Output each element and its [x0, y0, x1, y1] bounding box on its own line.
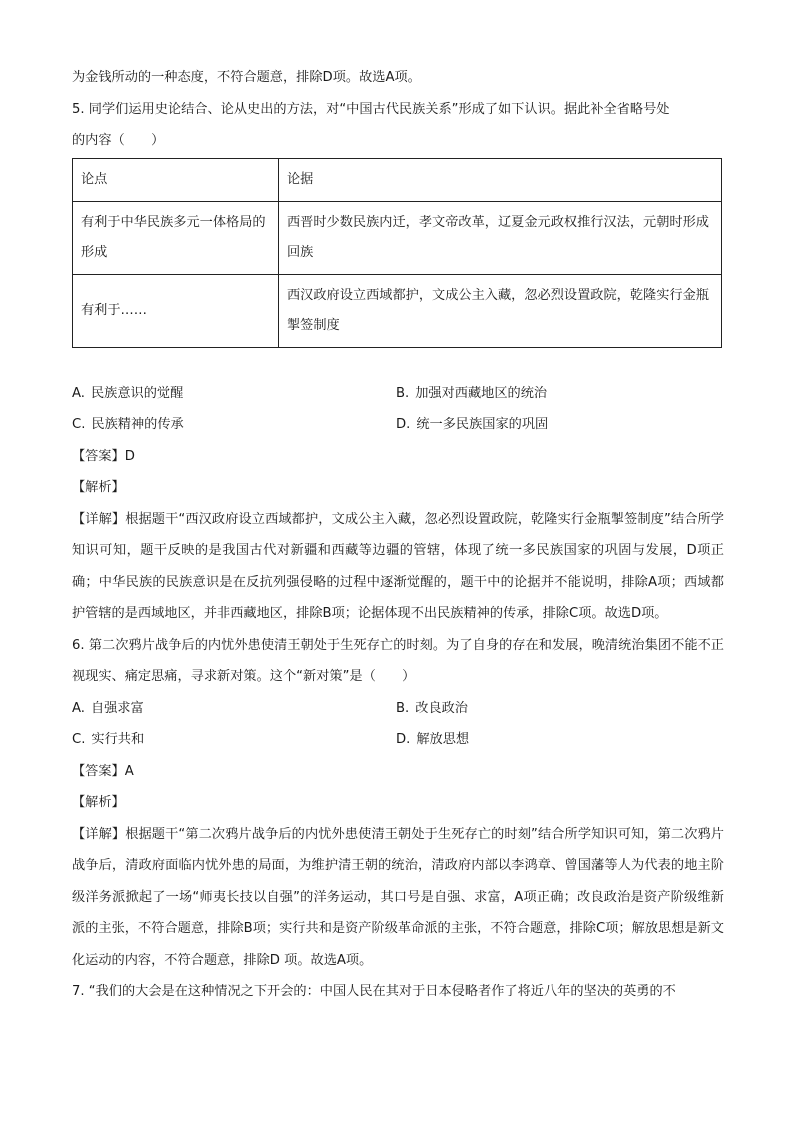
question-6-detail: [72, 819, 724, 977]
question-7-stem-start: 7. “我们的大会是在这种情况之下开会的：中国人民在其对于日本侵略者作了将近八年的坚决的英勇的不: [72, 984, 676, 999]
option-b: [396, 693, 722, 725]
option-key: C.: [72, 417, 86, 432]
detail-label: 【详解】: [72, 826, 126, 842]
option-d: [396, 724, 722, 756]
table-row: [73, 201, 722, 274]
option-text: 自强求富: [90, 700, 144, 716]
option-c: [72, 409, 396, 441]
question-6-analysis-label: 【解析】: [72, 795, 125, 810]
table-header-row: [73, 158, 722, 201]
question-5-analysis-label: 【解析】: [72, 480, 125, 495]
option-text: 改良政治: [415, 700, 468, 716]
table-row: [73, 274, 722, 347]
option-text: 民族精神的传承: [91, 417, 184, 432]
table-cell: 西晋时少数民族内迁，孝文帝改革，辽夏金元政权推行汉法，元朝时形成回族: [279, 201, 722, 274]
option-a: [72, 693, 396, 725]
option-text: 实行共和: [91, 732, 145, 747]
table-header-cell: 论点: [73, 158, 279, 201]
table-cell: 有利于中华民族多元一体格局的形成: [73, 201, 279, 274]
option-key: D.: [396, 417, 411, 432]
answer-label: 【答案】: [72, 448, 125, 464]
option-a: [72, 378, 396, 410]
option-key: A.: [72, 385, 85, 401]
table-cell: 西汉政府设立西域都护，文成公主入藏，忽必烈设置政院，乾隆实行金瓶掣签制度: [279, 274, 722, 347]
answer-value: A: [124, 763, 134, 779]
option-key: A.: [72, 700, 85, 716]
option-text: 统一多民族国家的巩固: [416, 417, 549, 432]
previous-answer-tail: 为金钱所动的一种态度，不符合题意，排除D项。故选A项。: [72, 70, 421, 85]
detail-text: 根据题干“西汉政府设立西域都护，文成公主入藏，忽必烈设置政院，乾隆实行金瓶掣签制度”结合所学知识可知，题干反映的是我国古代对新疆和西藏等边疆的管辖，体现了统一多民族国家的巩固与发展，D项正确；中华民族的民族意识是在反抗列强侵略的过程中逐渐觉醒的，题干中的论据并不能说明，排除A项；西域都护管辖的是西域地区，并非西藏地区，排除B项；论据体现不出民族精神的传承，排除C项。故选D项。: [72, 511, 724, 621]
table-header-cell: 论据: [279, 158, 722, 201]
option-text: 民族意识的觉醒: [90, 385, 184, 401]
question-5-stem-line2: 的内容（ ）: [72, 133, 165, 148]
option-key: B.: [396, 700, 410, 716]
table-cell: 有利于……: [73, 274, 279, 347]
option-text: 加强对西藏地区的统治: [415, 385, 548, 401]
option-key: B.: [396, 385, 410, 401]
question-6-answer: [72, 756, 724, 788]
document-page: [72, 62, 724, 1008]
detail-text: 根据题干“第二次鸦片战争后的内忧外患使清王朝处于生死存亡的时刻”结合所学知识可知，第二次鸦片战争后，清政府面临内忧外患的局面，为维护清王朝的统治，清政府内部以李鸿章、曾国藩等人为代表的地主阶级洋务派掀起了一场“师夷长技以自强”的洋务运动，其口号是自强、求富，A项正确；改良政治是资产阶级维新派的主张，不符合题意，排除B项；实行共和是资产阶级革命派的主张，不符合题意，排除C项；解放思想是新文化运动的内容，不符合题意，排除D 项。故选A项。: [72, 826, 724, 968]
option-key: D.: [396, 732, 411, 747]
question-6: [72, 630, 724, 977]
option-key: C.: [72, 732, 86, 747]
option-c: [72, 724, 396, 756]
question-5-detail: [72, 504, 724, 630]
question-5-options: [72, 378, 724, 441]
answer-value: D: [124, 448, 135, 464]
question-5-stem-line1: 5. 同学们运用史论结合、论从史出的方法，对“中国古代民族关系”形成了如下认识。据此补全省略号处: [72, 101, 670, 117]
argument-evidence-table: [72, 158, 722, 348]
option-d: [396, 409, 722, 441]
question-6-stem: 6. 第二次鸦片战争后的内忧外患使清王朝处于生死存亡的时刻。为了自身的存在和发展，晚清统治集团不能不正视现实、痛定思痛，寻求新对策。这个“新对策”是（ ）: [72, 637, 724, 684]
detail-label: 【详解】: [72, 511, 126, 527]
option-b: [396, 378, 722, 410]
option-text: 解放思想: [416, 732, 470, 747]
answer-label: 【答案】: [72, 763, 125, 779]
question-5: [72, 94, 724, 630]
question-6-options: [72, 693, 724, 756]
question-5-answer: [72, 441, 724, 473]
